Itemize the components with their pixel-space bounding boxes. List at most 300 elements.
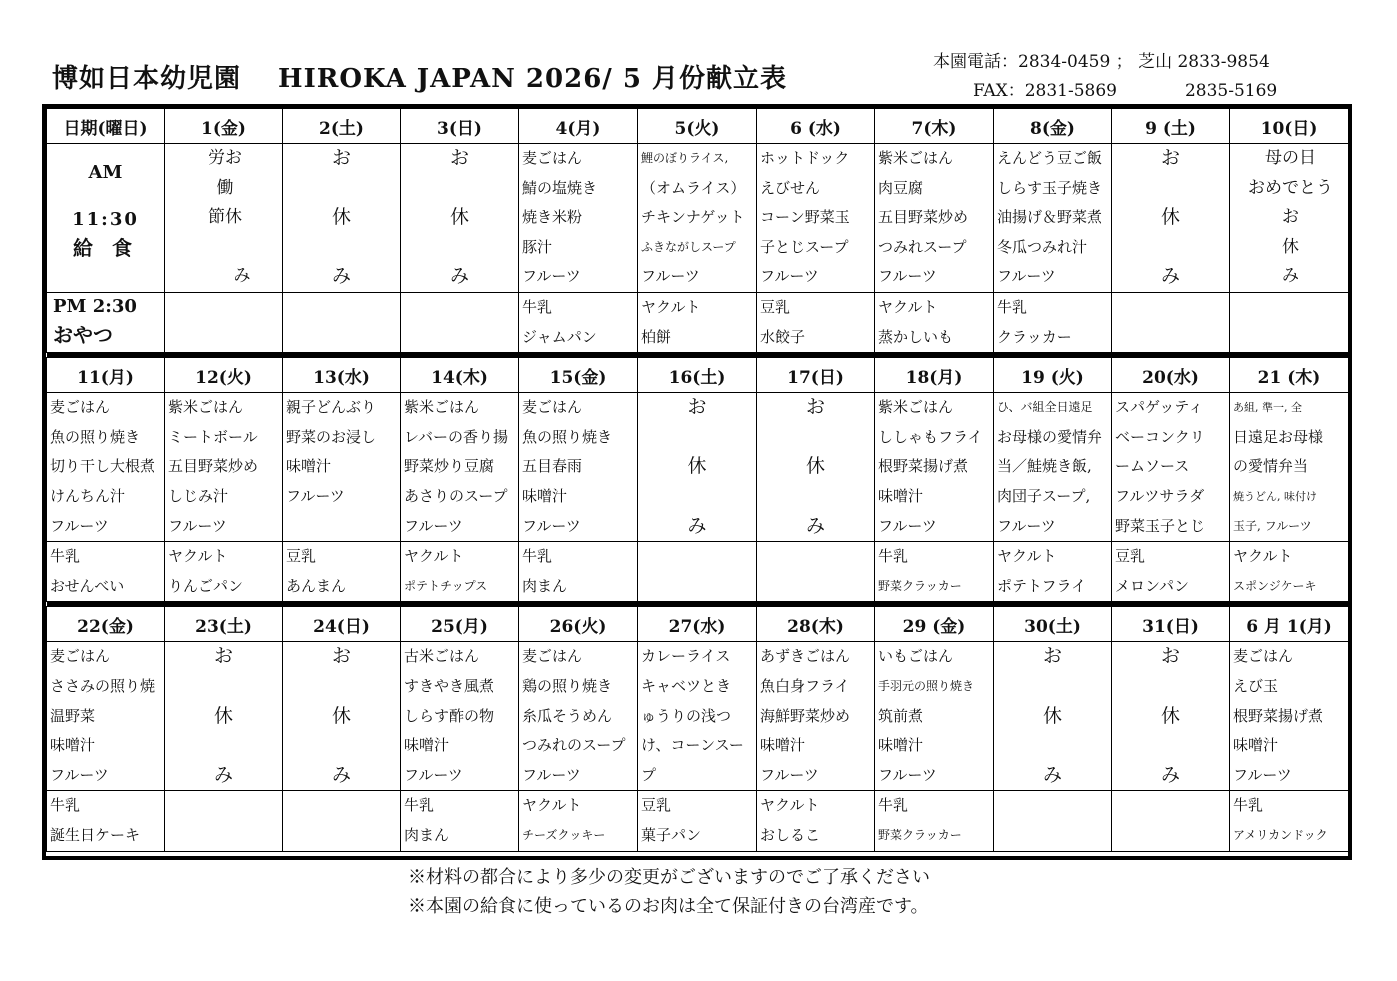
lunch-cell bbox=[165, 144, 283, 293]
date-header-cell: 日期(曜日) bbox=[47, 109, 165, 144]
holiday-text: 休 bbox=[805, 455, 825, 478]
menu-item: 鶏の照り焼き bbox=[522, 676, 613, 695]
snack-item: 豆乳 bbox=[641, 796, 672, 815]
lunch-cell bbox=[283, 642, 401, 791]
snack-item: クラッカー bbox=[997, 327, 1072, 346]
menu-item: フルーツ bbox=[1233, 765, 1292, 784]
menu-item: 子とじスープ bbox=[760, 237, 849, 256]
menu-item: 玉子, フルーツ bbox=[1233, 518, 1312, 533]
menu-item: フルーツ bbox=[522, 516, 581, 535]
menu-item: 手羽元の照り焼き bbox=[878, 678, 975, 693]
snack-cell bbox=[757, 791, 875, 851]
lunch-cell bbox=[401, 393, 519, 542]
footer-note-2: ※本園の給食に使っているのお肉は全て保証付きの台湾産です。 bbox=[408, 896, 929, 917]
snack-item: 牛乳 bbox=[1233, 796, 1264, 815]
snack-item: りんごパン bbox=[168, 576, 244, 595]
menu-item: の愛情弁当 bbox=[1233, 457, 1309, 476]
menu-item: 海鮮野菜炒め bbox=[760, 706, 851, 725]
holiday-text: み bbox=[1042, 763, 1062, 786]
menu-item: み bbox=[1282, 266, 1299, 287]
menu-table-frame bbox=[42, 104, 1352, 860]
snack-cell bbox=[1112, 293, 1230, 353]
menu-item: 糸瓜そうめん bbox=[522, 706, 613, 725]
menu-item: 焼き米粉 bbox=[522, 208, 583, 227]
snack-cell bbox=[401, 791, 519, 851]
date-cell: 22(金) bbox=[47, 607, 165, 642]
menu-item: コーン野菜玉 bbox=[760, 208, 850, 227]
lunch-cell bbox=[47, 393, 165, 542]
lunch-cell bbox=[519, 642, 638, 791]
lunch-cell bbox=[519, 393, 638, 542]
menu-item: フルーツ bbox=[878, 765, 937, 784]
menu-item: 日遠足お母様 bbox=[1233, 427, 1324, 446]
holiday-text: み bbox=[331, 763, 351, 786]
snack-cell bbox=[994, 542, 1112, 602]
menu-item: チキンナゲット bbox=[641, 208, 745, 227]
menu-item: 麦ごはん bbox=[50, 647, 111, 666]
menu-item: 味噌汁 bbox=[286, 457, 332, 476]
menu-item: 肉豆腐 bbox=[878, 178, 924, 197]
snack-item: アメリカンドック bbox=[1233, 827, 1328, 842]
date-cell: 20(水) bbox=[1112, 358, 1230, 393]
holiday-text: お bbox=[331, 147, 351, 169]
snack-item: 牛乳 bbox=[50, 796, 81, 815]
lunch-row bbox=[47, 642, 1349, 791]
snack-cell bbox=[47, 791, 165, 851]
menu-item: 豚汁 bbox=[522, 237, 553, 256]
menu-item: 筑前煮 bbox=[878, 706, 924, 725]
snack-item: 牛乳 bbox=[404, 796, 435, 815]
page-title: 博如日本幼児園 HIROKA JAPAN 2026/ 5 月份献立表 bbox=[52, 64, 787, 94]
lunch-cell bbox=[994, 393, 1112, 542]
snack-item: 野菜クラッカー bbox=[878, 578, 962, 593]
menu-item: 労お bbox=[208, 148, 242, 168]
menu-item: 切り干し大根煮 bbox=[50, 457, 156, 476]
menu-item: フルーツ bbox=[168, 516, 227, 535]
menu-item: けんちん汁 bbox=[50, 486, 126, 505]
menu-item: えび玉 bbox=[1233, 676, 1279, 695]
holiday-text: 休 bbox=[331, 704, 351, 727]
fax-second: 2835-5169 bbox=[1184, 81, 1278, 101]
menu-item: えんどう豆ご飯 bbox=[997, 149, 1103, 167]
footer-note-1: ※材料の都合により多少の変更がございますのでご了承ください bbox=[408, 867, 930, 888]
date-cell: 16(土) bbox=[638, 358, 757, 393]
snack-item: ヤクルト bbox=[168, 547, 228, 566]
lunch-label-cell bbox=[47, 144, 165, 293]
holiday-text: 休 bbox=[449, 206, 469, 229]
menu-item: 紫米ごはん bbox=[878, 398, 954, 417]
date-cell: 17(日) bbox=[757, 358, 875, 393]
menu-item: レバーの香り揚 bbox=[404, 427, 508, 446]
menu-item: フルーツ bbox=[522, 765, 581, 784]
menu-item: ホットドック bbox=[760, 149, 850, 167]
menu-item: フルーツ bbox=[50, 765, 109, 784]
snack-item: ヤクルト bbox=[522, 796, 582, 815]
menu-table-body bbox=[47, 109, 1349, 852]
menu-item: 味噌汁 bbox=[50, 736, 96, 755]
menu-item: フルーツ bbox=[404, 516, 463, 535]
menu-item: つみれスープ bbox=[878, 237, 967, 256]
date-cell: 9 (土) bbox=[1112, 109, 1230, 144]
holiday-text: お bbox=[1042, 645, 1062, 668]
menu-item: 野菜のお浸し bbox=[286, 427, 377, 446]
menu-item: あ組, 準一, 全 bbox=[1233, 401, 1302, 415]
holiday-text: み bbox=[331, 265, 351, 288]
holiday-text: み bbox=[687, 514, 707, 537]
snack-item: 水餃子 bbox=[760, 327, 806, 346]
holiday-text: お bbox=[687, 396, 707, 419]
date-cell: 6 月 1(月) bbox=[1230, 607, 1349, 642]
menu-item: 焼うどん, 味付け bbox=[1233, 489, 1317, 503]
snack-cell bbox=[994, 791, 1112, 851]
snack-item: 牛乳 bbox=[50, 547, 81, 566]
menu-item: ひ、バ組全日遠足 bbox=[997, 400, 1093, 415]
menu-item: ベーコンクリ bbox=[1115, 427, 1205, 446]
snack-cell bbox=[165, 293, 283, 353]
menu-item: えびせん bbox=[760, 178, 821, 197]
snack-cell bbox=[165, 791, 283, 851]
menu-item: しらす玉子焼き bbox=[997, 178, 1103, 197]
menu-item: おめでとう bbox=[1248, 177, 1333, 198]
date-cell: 28(木) bbox=[757, 607, 875, 642]
menu-item bbox=[283, 512, 400, 542]
date-cell: 10(日) bbox=[1230, 109, 1349, 144]
menu-item: しじみ汁 bbox=[168, 486, 229, 505]
menu-item: ゅうりの浅つ bbox=[641, 706, 732, 725]
menu-item: 味噌汁 bbox=[760, 736, 806, 755]
snack-cell bbox=[638, 293, 757, 353]
menu-item: ふきながしスープ bbox=[641, 239, 736, 254]
menu-item: フルツサラダ bbox=[1115, 486, 1205, 505]
snack-item: 牛乳 bbox=[522, 547, 553, 566]
snack-item: メロンパン bbox=[1115, 576, 1189, 595]
lunch-cell bbox=[1112, 642, 1230, 791]
lunch-cell bbox=[994, 144, 1112, 293]
menu-item: 温野菜 bbox=[50, 706, 96, 725]
snack-item: ヤクルト bbox=[997, 547, 1057, 566]
menu-item: 節休 bbox=[208, 207, 242, 228]
menu-item bbox=[165, 233, 282, 263]
holiday-text: 休 bbox=[1160, 704, 1180, 727]
lunch-cell bbox=[638, 144, 757, 293]
lunch-cell bbox=[1230, 642, 1349, 791]
snack-item: 菓子パン bbox=[641, 825, 702, 844]
menu-item: フルーツ bbox=[641, 267, 700, 286]
menu-item: あずきごはん bbox=[760, 647, 851, 666]
holiday-text: お bbox=[449, 147, 469, 169]
snack-item: 肉まん bbox=[522, 576, 568, 595]
snack-item: ポテトフライ bbox=[997, 576, 1087, 595]
menu-item: フルーツ bbox=[760, 765, 819, 784]
menu-item: （オムライス） bbox=[641, 178, 746, 197]
date-cell: 14(木) bbox=[401, 358, 519, 393]
holiday-text: 休 bbox=[331, 206, 351, 229]
lunch-row bbox=[47, 393, 1349, 542]
date-cell: 31(日) bbox=[1112, 607, 1230, 642]
menu-item: ししゃもフライ bbox=[878, 427, 983, 446]
menu-item: ームソース bbox=[1115, 457, 1190, 476]
lunch-cell bbox=[165, 393, 283, 542]
snack-item: 牛乳 bbox=[878, 796, 909, 815]
menu-item: いもごはん bbox=[878, 647, 954, 666]
date-cell: 1(金) bbox=[165, 109, 283, 144]
snack-item: チーズクッキー bbox=[522, 827, 606, 842]
date-cell: 12(火) bbox=[165, 358, 283, 393]
menu-item: 当／鮭焼き飯, bbox=[997, 457, 1092, 476]
snack-cell bbox=[283, 293, 401, 353]
menu-item: フルーツ bbox=[286, 486, 345, 505]
date-cell: 8(金) bbox=[994, 109, 1112, 144]
menu-item: み bbox=[199, 266, 251, 287]
date-cell: 2(土) bbox=[283, 109, 401, 144]
lunch-cell bbox=[283, 393, 401, 542]
menu-item: 冬瓜つみれ汁 bbox=[997, 237, 1088, 256]
holiday-text: 休 bbox=[1042, 704, 1062, 727]
menu-item: 魚の照り焼き bbox=[522, 427, 613, 446]
menu-item: 五目春雨 bbox=[522, 457, 583, 476]
date-cell: 6 (水) bbox=[757, 109, 875, 144]
snack-cell bbox=[519, 293, 638, 353]
holiday-text: 休 bbox=[687, 455, 707, 478]
menu-item: 紫米ごはん bbox=[404, 398, 480, 417]
snack-cell bbox=[638, 791, 757, 851]
snack-item: ヤクルト bbox=[641, 298, 701, 316]
holiday-text: 休 bbox=[1160, 206, 1180, 229]
lunch-cell bbox=[638, 642, 757, 791]
lunch-cell bbox=[875, 144, 994, 293]
snack-cell bbox=[875, 293, 994, 353]
menu-item: 五目野菜炒め bbox=[878, 208, 969, 227]
snack-cell bbox=[47, 542, 165, 602]
menu-item: 麦ごはん bbox=[522, 398, 583, 417]
menu-item: 母の日 bbox=[1265, 148, 1316, 168]
lunch-cell bbox=[283, 144, 401, 293]
menu-item: 根野菜揚げ煮 bbox=[1233, 706, 1324, 725]
pm-time-label: PM 2:30 bbox=[53, 296, 137, 317]
snack-cell bbox=[638, 542, 757, 602]
menu-table bbox=[46, 108, 1349, 852]
lunch-cell bbox=[1112, 144, 1230, 293]
date-cell: 21 (木) bbox=[1230, 358, 1349, 393]
snack-item: 豆乳 bbox=[760, 298, 791, 316]
menu-item: 鯉のぼりライス, bbox=[641, 151, 729, 165]
holiday-text: み bbox=[805, 514, 825, 537]
snack-item: 柏餅 bbox=[641, 327, 672, 346]
date-cell: 25(月) bbox=[401, 607, 519, 642]
date-cell: 19 (火) bbox=[994, 358, 1112, 393]
date-cell: 15(金) bbox=[519, 358, 638, 393]
date-cell: 13(水) bbox=[283, 358, 401, 393]
snack-label-cell bbox=[47, 293, 165, 353]
snack-item: 蒸かしいも bbox=[878, 327, 954, 346]
snack-cell bbox=[283, 542, 401, 602]
snack-item: おしるこ bbox=[760, 825, 821, 844]
menu-item: 味噌汁 bbox=[522, 486, 568, 505]
snack-item: 豆乳 bbox=[1115, 547, 1146, 566]
date-cell: 7(木) bbox=[875, 109, 994, 144]
snack-cell bbox=[401, 293, 519, 353]
date-cell: 23(土) bbox=[165, 607, 283, 642]
snack-item: ポテトチップス bbox=[404, 578, 488, 593]
menu-item: 古米ごはん bbox=[404, 647, 480, 666]
lunch-cell bbox=[994, 642, 1112, 791]
snack-item: ヤクルト bbox=[404, 547, 464, 566]
lunch-cell bbox=[47, 642, 165, 791]
lunch-cell bbox=[165, 642, 283, 791]
date-cell: 3(日) bbox=[401, 109, 519, 144]
menu-item: スパゲッティ bbox=[1115, 398, 1204, 417]
date-cell: 29 (金) bbox=[875, 607, 994, 642]
lunch-cell bbox=[638, 393, 757, 542]
menu-item: ささみの照り焼 bbox=[50, 676, 156, 695]
date-row bbox=[47, 109, 1349, 144]
menu-item: あさりのスープ bbox=[404, 486, 508, 505]
snack-item: ヤクルト bbox=[878, 298, 938, 316]
am-label: AM bbox=[88, 162, 123, 183]
lunch-cell bbox=[757, 642, 875, 791]
menu-item: 油揚げ＆野菜煮 bbox=[997, 208, 1103, 227]
snack-row bbox=[47, 542, 1349, 602]
date-row bbox=[47, 358, 1349, 393]
snack-cell bbox=[757, 542, 875, 602]
menu-item: しらす酢の物 bbox=[404, 706, 495, 725]
snack-cell bbox=[1230, 293, 1349, 353]
menu-item: フルーツ bbox=[997, 267, 1056, 286]
holiday-text: み bbox=[213, 763, 233, 786]
holiday-text: み bbox=[449, 265, 469, 288]
snack-cell bbox=[1112, 791, 1230, 851]
phone-line: 本園電話：2834-0459 ； 芝山 2833-9854 bbox=[933, 52, 1270, 72]
snack-item: 牛乳 bbox=[878, 547, 909, 566]
date-cell: 27(水) bbox=[638, 607, 757, 642]
date-cell: 24(日) bbox=[283, 607, 401, 642]
snack-item: 肉まん bbox=[404, 825, 450, 844]
menu-item: お bbox=[1282, 207, 1299, 228]
menu-item: 根野菜揚げ煮 bbox=[878, 457, 969, 476]
menu-item: 紫米ごはん bbox=[168, 398, 244, 417]
menu-item: け、コーンスー bbox=[641, 736, 744, 755]
date-cell: 5(火) bbox=[638, 109, 757, 144]
lunch-time-label: 11:30 bbox=[72, 209, 139, 230]
snack-item: 牛乳 bbox=[997, 298, 1028, 316]
snack-item: 誕生日ケーキ bbox=[50, 825, 141, 844]
lunch-cell bbox=[519, 144, 638, 293]
date-cell: 26(火) bbox=[519, 607, 638, 642]
holiday-text: み bbox=[1160, 763, 1180, 786]
snack-row bbox=[47, 293, 1349, 353]
menu-item: フルーツ bbox=[760, 267, 819, 286]
menu-item: フルーツ bbox=[404, 765, 463, 784]
menu-item: 魚白身フライ bbox=[760, 676, 850, 695]
date-row bbox=[47, 607, 1349, 642]
date-cell: 11(月) bbox=[47, 358, 165, 393]
menu-item: 麦ごはん bbox=[50, 398, 111, 417]
contact-info bbox=[933, 48, 1277, 106]
snack-item: 豆乳 bbox=[286, 547, 317, 566]
menu-item: 五目野菜炒め bbox=[168, 457, 259, 476]
menu-item: 麦ごはん bbox=[522, 149, 583, 167]
fax-label: FAX：2831-5869 bbox=[973, 81, 1117, 101]
snack-item: あんまん bbox=[286, 576, 347, 595]
menu-item: 親子どんぶり bbox=[286, 398, 377, 417]
menu-item: 味噌汁 bbox=[1233, 736, 1279, 755]
lunch-row bbox=[47, 144, 1349, 293]
menu-item: すきやき風煮 bbox=[404, 676, 495, 695]
snack-item: 牛乳 bbox=[522, 298, 553, 316]
snack-cell bbox=[401, 542, 519, 602]
menu-item: 休 bbox=[1282, 236, 1299, 257]
lunch-cell bbox=[401, 144, 519, 293]
menu-item: 魚の照り焼き bbox=[50, 427, 141, 446]
snack-item: ジャムパン bbox=[522, 327, 597, 346]
snack-item: 野菜クラッカー bbox=[878, 827, 962, 842]
lunch-cell bbox=[757, 393, 875, 542]
menu-item: 野菜炒り豆腐 bbox=[404, 457, 495, 476]
holiday-text: 休 bbox=[213, 704, 233, 727]
menu-item: フルーツ bbox=[878, 516, 937, 535]
snack-cell bbox=[875, 791, 994, 851]
fax-line bbox=[933, 77, 1277, 106]
snack-cell bbox=[875, 542, 994, 602]
holiday-text: お bbox=[805, 396, 825, 419]
menu-item: フルーツ bbox=[50, 516, 109, 535]
menu-item: 肉団子スープ, bbox=[997, 486, 1091, 505]
menu-item: 働 bbox=[216, 177, 234, 198]
menu-item: フルーツ bbox=[878, 267, 937, 286]
snack-row bbox=[47, 791, 1349, 851]
menu-item: 麦ごはん bbox=[1233, 647, 1294, 666]
menu-item: 味噌汁 bbox=[404, 736, 450, 755]
lunch-cell bbox=[757, 144, 875, 293]
menu-item: カレーライス bbox=[641, 647, 731, 666]
snack-cell bbox=[1230, 542, 1349, 602]
lunch-cell bbox=[1112, 393, 1230, 542]
holiday-text: み bbox=[1160, 265, 1180, 288]
snack-item: ヤクルト bbox=[1233, 547, 1293, 566]
lunch-cell bbox=[401, 642, 519, 791]
holiday-text: お bbox=[213, 645, 233, 668]
snack-item: おせんべい bbox=[50, 576, 125, 595]
menu-item: フルーツ bbox=[522, 267, 581, 286]
snack-item: ヤクルト bbox=[760, 796, 820, 815]
date-cell: 4(月) bbox=[519, 109, 638, 144]
lunch-cell bbox=[1230, 393, 1349, 542]
lunch-label: 給 食 bbox=[73, 236, 138, 260]
menu-item: 味噌汁 bbox=[878, 486, 924, 505]
snack-cell bbox=[519, 542, 638, 602]
menu-item: 麦ごはん bbox=[522, 647, 583, 666]
snack-cell bbox=[994, 293, 1112, 353]
menu-item: プ bbox=[641, 765, 657, 784]
holiday-text: お bbox=[1160, 645, 1180, 668]
footer-notes bbox=[408, 863, 930, 921]
menu-item: お母様の愛情弁 bbox=[997, 427, 1103, 446]
menu-item: 野菜玉子とじ bbox=[1115, 516, 1206, 535]
snack-cell bbox=[1230, 791, 1349, 851]
snack-cell bbox=[283, 791, 401, 851]
snack-label: おやつ bbox=[53, 323, 113, 347]
snack-cell bbox=[757, 293, 875, 353]
snack-item: スポンジケーキ bbox=[1233, 578, 1317, 593]
menu-item: 鯖の塩焼き bbox=[522, 178, 598, 197]
lunch-cell bbox=[1230, 144, 1349, 293]
menu-item: ミートボール bbox=[168, 427, 258, 446]
date-cell: 30(土) bbox=[994, 607, 1112, 642]
lunch-cell bbox=[875, 393, 994, 542]
menu-item: つみれのスープ bbox=[522, 736, 626, 755]
menu-item: フルーツ bbox=[997, 516, 1056, 535]
snack-cell bbox=[1112, 542, 1230, 602]
